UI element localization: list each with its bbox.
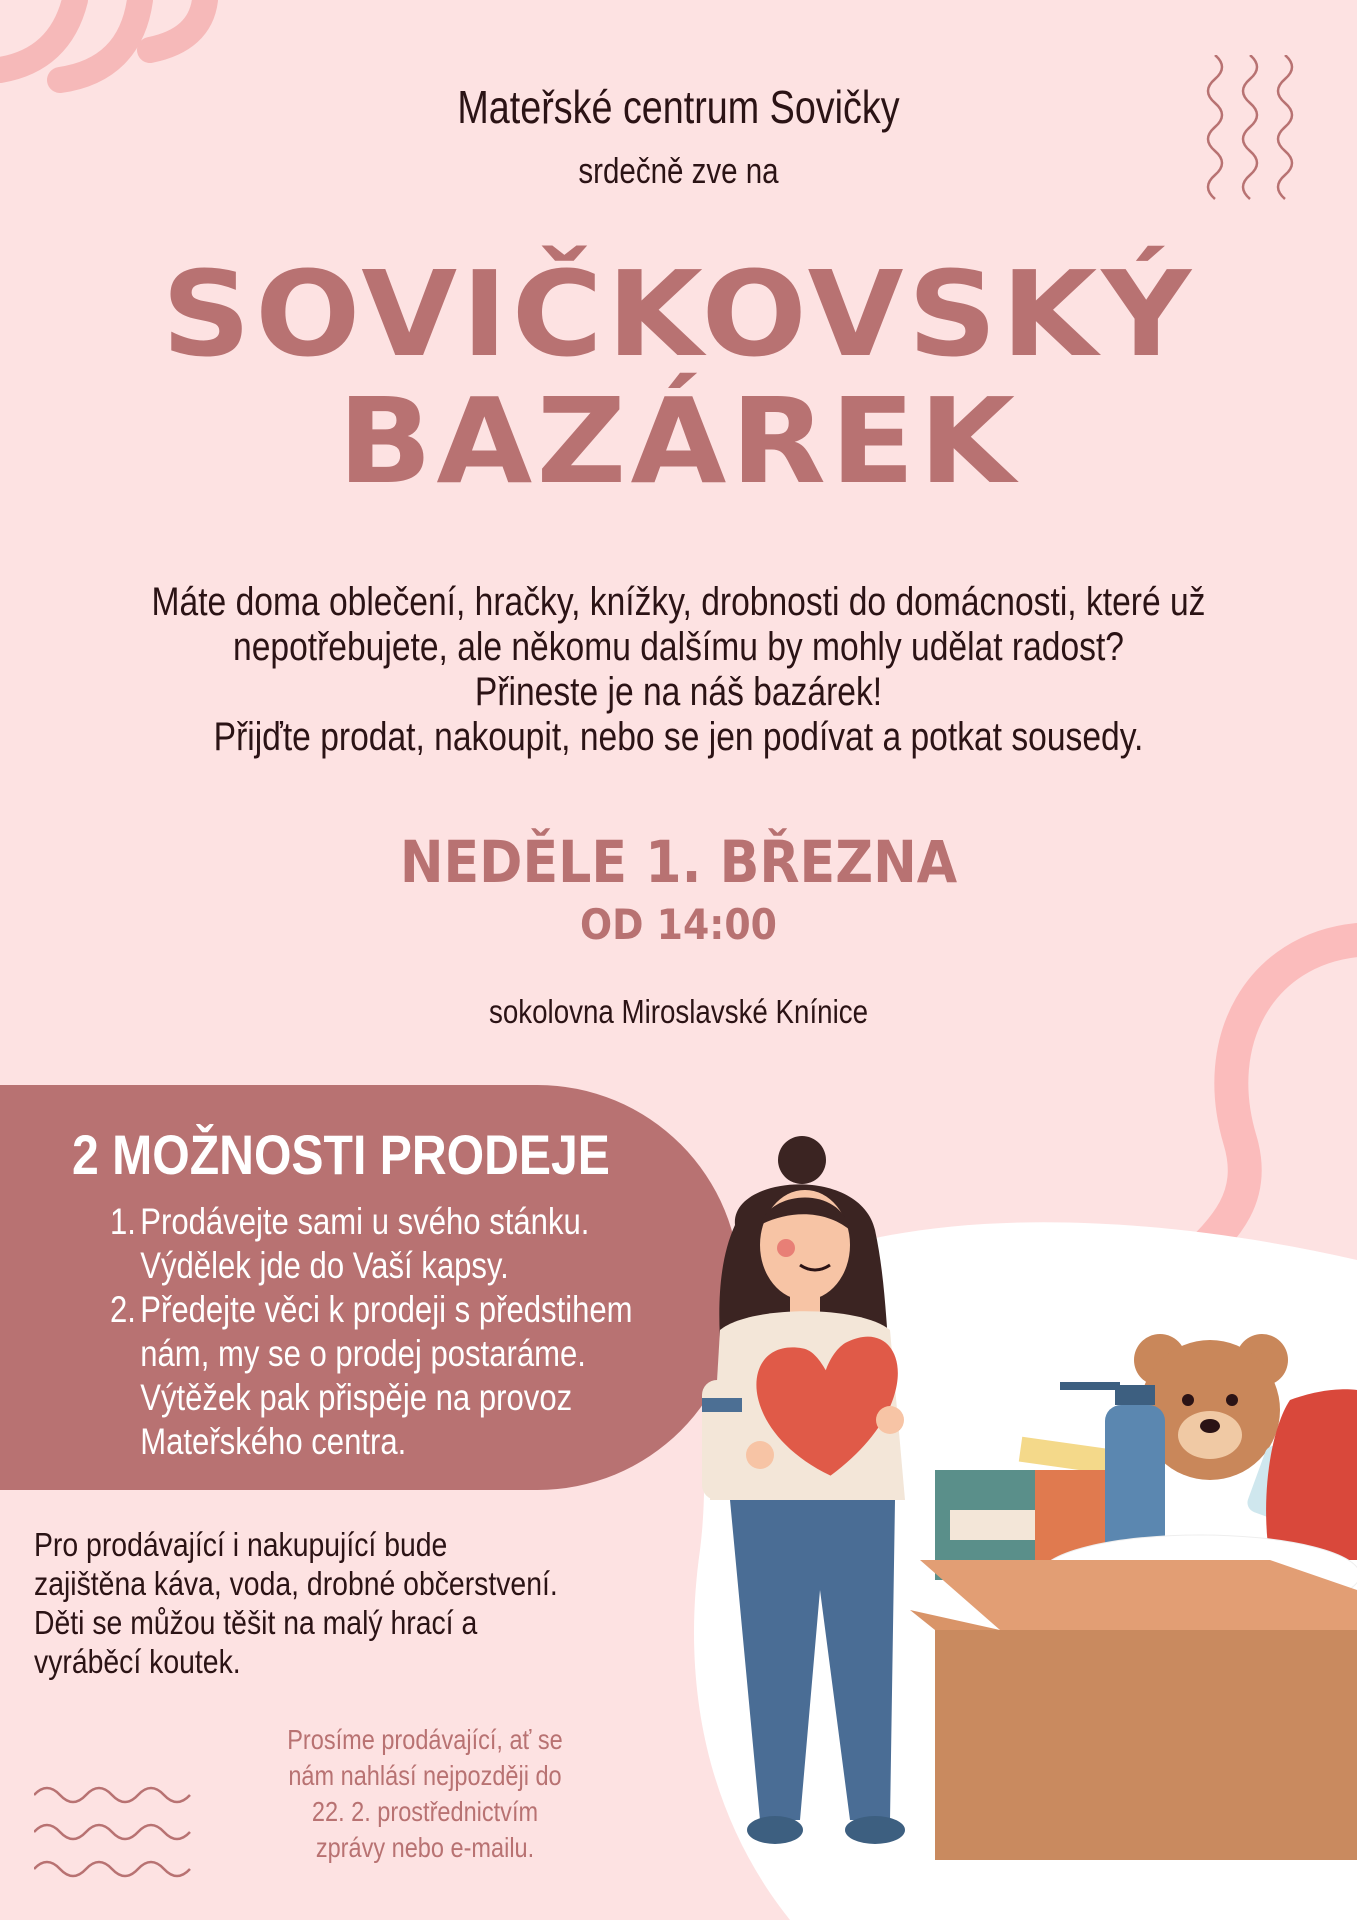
event-title-line1: SOVIČKOVSKÝ (161, 245, 1196, 383)
amenities-line: vyráběcí koutek. (34, 1643, 241, 1680)
note-line: 22. 2. prostřednictvím (311, 1796, 539, 1827)
amenities-text (34, 1525, 636, 1681)
sale-option-item (110, 1288, 715, 1464)
intro-line: Přineste je na náš bazárek! (474, 670, 883, 714)
note-line: Prosíme prodávající, ať se (287, 1724, 563, 1755)
zigzag-lines-decoration (34, 1780, 199, 1890)
intro-line: Máte doma oblečení, hračky, knížky, drobnosti do domácnosti, které už (151, 580, 1206, 624)
invite-text: srdečně zve na (578, 150, 779, 191)
event-venue: sokolovna Miroslavské Knínice (488, 993, 869, 1030)
sale-option-number: 1. (110, 1201, 136, 1242)
sale-option-line: nám, my se o prodej postaráme. (140, 1333, 586, 1374)
organizer-name: Mateřské centrum Sovičky (457, 81, 900, 133)
woman-holding-heart-illustration (650, 1130, 990, 1850)
intro-line: Přijďte prodat, nakoupit, nebo se jen podívat a potkat sousedy. (213, 715, 1144, 759)
sale-options-heading: 2 MOŽNOSTI PRODEJE (72, 1123, 610, 1186)
sale-option-line: Předejte věci k prodeji s předstihem (140, 1289, 633, 1330)
amenities-line: Děti se můžou těšit na malý hrací a (34, 1604, 478, 1641)
intro-paragraph (142, 580, 1215, 760)
event-title-line2: BAZÁREK (337, 372, 1020, 510)
amenities-line: Pro prodávající i nakupující bude (34, 1526, 448, 1563)
sale-option-number: 2. (110, 1289, 136, 1330)
seller-registration-note (270, 1722, 581, 1866)
sale-option-line: Prodávejte sami u svého stánku. (140, 1201, 590, 1242)
note-line: nám nahlásí nejpozději do (288, 1760, 562, 1791)
event-date: NEDĚLE 1. BŘEZNA (399, 828, 958, 896)
sale-option-line: Výdělek jde do Vaší kapsy. (140, 1245, 509, 1286)
amenities-line: zajištěna káva, voda, drobné občerstvení. (34, 1565, 558, 1602)
note-line: zprávy nebo e-mailu. (315, 1832, 535, 1863)
sale-options-list (110, 1200, 715, 1464)
sale-option-line: Výtěžek pak přispěje na provoz (140, 1377, 573, 1418)
intro-line: nepotřebujete, ale někomu dalšímu by mohly udělat radost? (233, 625, 1124, 669)
sale-option-line: Mateřského centra. (140, 1421, 407, 1462)
sale-option-item (110, 1200, 715, 1288)
event-time: OD 14:00 (579, 900, 777, 949)
